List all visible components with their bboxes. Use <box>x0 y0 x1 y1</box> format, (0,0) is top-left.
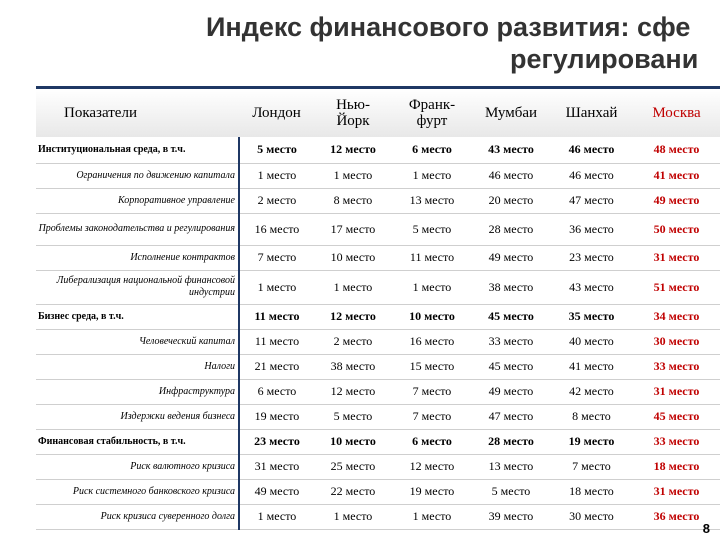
table-cell: 13 место <box>472 454 550 479</box>
table-cell: 1 место <box>392 270 472 304</box>
table-cell: 49 место <box>472 379 550 404</box>
table-row <box>36 329 720 354</box>
table-cell: 33 место <box>633 354 720 379</box>
column-header-mumbai: Мумбаи <box>484 105 538 121</box>
table-cell: 7 место <box>550 454 633 479</box>
table-row <box>36 245 720 270</box>
row-label: Корпоративное управление <box>36 188 239 213</box>
table-row <box>36 429 720 454</box>
table-cell: 1 место <box>314 270 392 304</box>
row-label: Ограничения по движению капитала <box>36 163 239 188</box>
table-cell: 39 место <box>472 504 550 529</box>
table-cell: 38 место <box>314 354 392 379</box>
table-cell: 43 место <box>472 137 550 163</box>
table-cell: 45 место <box>472 354 550 379</box>
table-cell: 42 место <box>550 379 633 404</box>
table-cell: 31 место <box>239 454 314 479</box>
row-label: Исполнение контрактов <box>36 245 239 270</box>
table-cell: 33 место <box>633 429 720 454</box>
row-label: Налоги <box>36 354 239 379</box>
column-header-new-york: Нью- Йорк <box>336 97 370 129</box>
table-cell: 41 место <box>633 163 720 188</box>
table-cell: 7 место <box>239 245 314 270</box>
slide-title-line2: регулировани <box>510 44 699 74</box>
table-cell: 1 место <box>392 163 472 188</box>
table-body <box>36 137 720 529</box>
table-cell: 18 место <box>633 454 720 479</box>
slide-title <box>0 12 720 76</box>
table-cell: 22 место <box>314 479 392 504</box>
table-cell: 40 место <box>550 329 633 354</box>
table-row <box>36 354 720 379</box>
table-cell: 28 место <box>472 429 550 454</box>
table-row <box>36 188 720 213</box>
table-row <box>36 270 720 304</box>
table-cell: 17 место <box>314 213 392 245</box>
table-cell: 19 место <box>550 429 633 454</box>
row-label: Проблемы законодательства и регулирования <box>36 213 239 245</box>
table-cell: 47 место <box>550 188 633 213</box>
page-number: 8 <box>702 521 710 536</box>
table-row <box>36 454 720 479</box>
table-cell: 6 место <box>392 137 472 163</box>
row-label: Либерализация национальной финансовой индустрии <box>36 270 239 304</box>
row-label: Издержки ведения бизнеса <box>36 404 239 429</box>
row-label: Финансовая стабильность, в т.ч. <box>36 429 239 454</box>
table-cell: 51 место <box>633 270 720 304</box>
table-cell: 49 место <box>472 245 550 270</box>
financial-index-table <box>36 89 720 530</box>
table-cell: 30 место <box>633 329 720 354</box>
table-cell: 1 место <box>314 504 392 529</box>
table-cell: 34 место <box>633 304 720 329</box>
table-cell: 33 место <box>472 329 550 354</box>
table-row <box>36 479 720 504</box>
table-cell: 11 место <box>392 245 472 270</box>
row-label: Институциональная среда, в т.ч. <box>36 137 239 163</box>
table-cell: 5 место <box>472 479 550 504</box>
table-cell: 43 место <box>550 270 633 304</box>
table-cell: 7 место <box>392 379 472 404</box>
row-label: Человеческий капитал <box>36 329 239 354</box>
table-cell: 1 место <box>239 270 314 304</box>
table-row <box>36 137 720 163</box>
row-label: Бизнес среда, в т.ч. <box>36 304 239 329</box>
table-cell: 12 место <box>314 379 392 404</box>
slide-title-line1: Индекс финансового развития: сфе <box>206 12 691 42</box>
table-cell: 6 место <box>392 429 472 454</box>
table-cell: 30 место <box>550 504 633 529</box>
table-cell: 5 место <box>392 213 472 245</box>
table-cell: 28 место <box>472 213 550 245</box>
table-cell: 11 место <box>239 304 314 329</box>
row-label: Риск системного банковского кризиса <box>36 479 239 504</box>
row-label: Инфраструктура <box>36 379 239 404</box>
table-cell: 21 место <box>239 354 314 379</box>
table-cell: 47 место <box>472 404 550 429</box>
table-row <box>36 404 720 429</box>
table-cell: 11 место <box>239 329 314 354</box>
table-cell: 41 место <box>550 354 633 379</box>
row-label: Риск кризиса суверенного долга <box>36 504 239 529</box>
table-cell: 13 место <box>392 188 472 213</box>
table-cell: 16 место <box>392 329 472 354</box>
table-cell: 23 место <box>550 245 633 270</box>
table-cell: 50 место <box>633 213 720 245</box>
table-cell: 16 место <box>239 213 314 245</box>
table-cell: 15 место <box>392 354 472 379</box>
table-cell: 12 место <box>392 454 472 479</box>
table-cell: 46 место <box>550 137 633 163</box>
table-cell: 46 место <box>550 163 633 188</box>
table-cell: 31 место <box>633 479 720 504</box>
table-row <box>36 163 720 188</box>
column-header-indicators: Показатели <box>64 105 137 121</box>
table-cell: 38 место <box>472 270 550 304</box>
table-cell: 12 место <box>314 137 392 163</box>
table-row <box>36 379 720 404</box>
table-cell: 35 место <box>550 304 633 329</box>
table-cell: 2 место <box>239 188 314 213</box>
table-cell: 19 место <box>239 404 314 429</box>
table-cell: 1 место <box>239 504 314 529</box>
table-cell: 25 место <box>314 454 392 479</box>
column-header-frankfurt: Франк- фурт <box>408 97 456 129</box>
table-cell: 2 место <box>314 329 392 354</box>
table-cell: 12 место <box>314 304 392 329</box>
table-cell: 19 место <box>392 479 472 504</box>
column-header-shanghai: Шанхай <box>565 105 618 121</box>
table-row <box>36 304 720 329</box>
table-cell: 10 место <box>314 429 392 454</box>
column-header-london: Лондон <box>252 105 301 121</box>
table-cell: 45 место <box>633 404 720 429</box>
table-cell: 36 место <box>550 213 633 245</box>
table-cell: 36 место <box>633 504 720 529</box>
table-row <box>36 504 720 529</box>
table-cell: 5 место <box>239 137 314 163</box>
table-cell: 49 место <box>633 188 720 213</box>
table-cell: 1 место <box>314 163 392 188</box>
table-cell: 45 место <box>472 304 550 329</box>
table-cell: 7 место <box>392 404 472 429</box>
table-cell: 8 место <box>550 404 633 429</box>
table-cell: 46 место <box>472 163 550 188</box>
table-cell: 31 место <box>633 379 720 404</box>
table-cell: 31 место <box>633 245 720 270</box>
table-cell: 8 место <box>314 188 392 213</box>
table-cell: 10 место <box>392 304 472 329</box>
table-cell: 18 место <box>550 479 633 504</box>
table-row <box>36 213 720 245</box>
table-cell: 48 место <box>633 137 720 163</box>
table-header-row <box>36 89 720 137</box>
table-cell: 1 место <box>392 504 472 529</box>
table-cell: 20 место <box>472 188 550 213</box>
table-cell: 49 место <box>239 479 314 504</box>
table-cell: 6 место <box>239 379 314 404</box>
row-label: Риск валютного кризиса <box>36 454 239 479</box>
table-cell: 23 место <box>239 429 314 454</box>
column-header-moscow: Москва <box>652 105 701 121</box>
table-cell: 10 место <box>314 245 392 270</box>
table-cell: 5 место <box>314 404 392 429</box>
table-cell: 1 место <box>239 163 314 188</box>
